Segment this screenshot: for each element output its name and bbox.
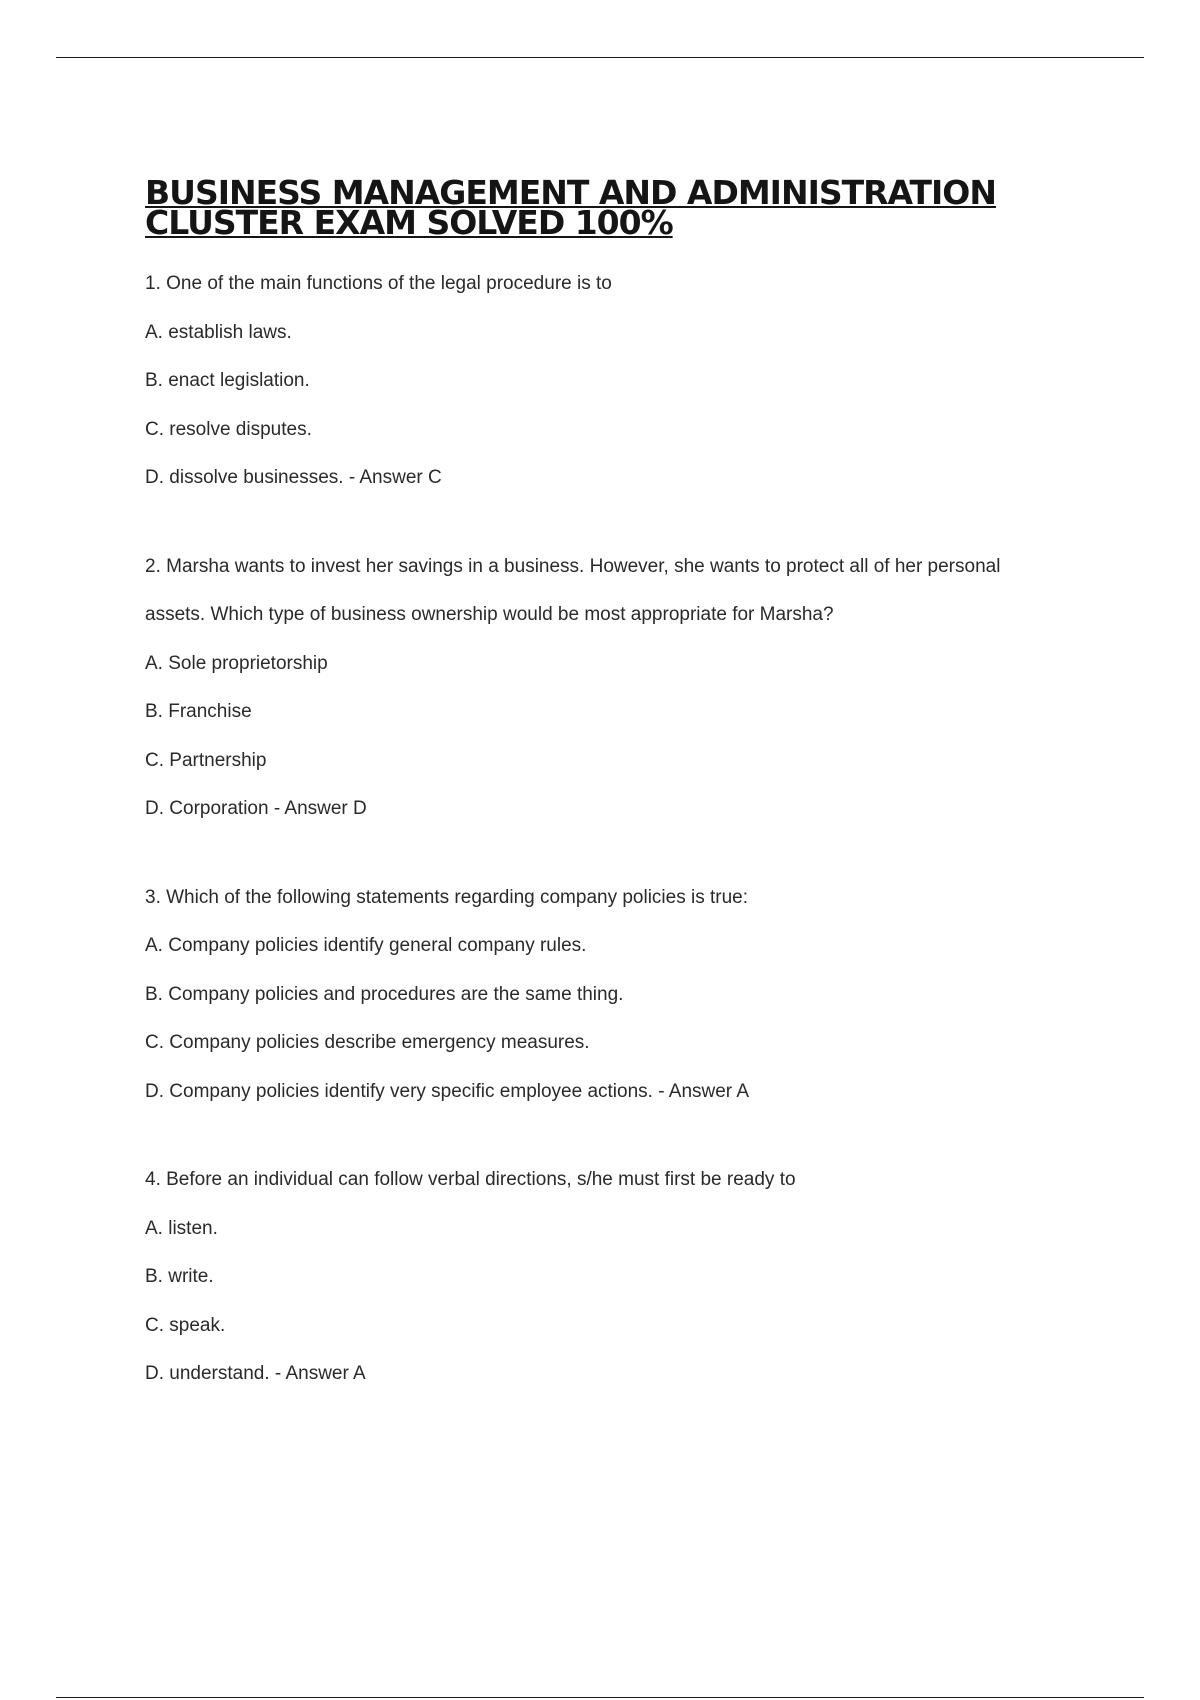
answer-option: B. Company policies and procedures are the same thing.: [145, 983, 624, 1005]
title-line-1: BUSINESS MANAGEMENT AND ADMINISTRATION: [145, 173, 996, 212]
header-rule: [56, 57, 1144, 58]
question-stem: 3. Which of the following statements regarding company policies is true:: [145, 886, 749, 908]
answer-option: A. Sole proprietorship: [145, 652, 328, 674]
answer-option: D. dissolve businesses. - Answer C: [145, 467, 442, 488]
answer-option: B. Franchise: [145, 701, 252, 722]
answer-option: B. enact legislation.: [145, 370, 310, 391]
answer-option: A. establish laws.: [145, 321, 292, 343]
question-stem: 1. One of the main functions of the legal procedure is to: [145, 273, 612, 294]
question-stem: assets. Which type of business ownership would be most appropriate for Marsha?: [145, 604, 834, 625]
answer-option: A. Company policies identify general company rules.: [145, 935, 587, 956]
answer-option: C. speak.: [145, 1314, 226, 1336]
document-title: [145, 173, 1075, 242]
document-body: [145, 173, 1075, 1439]
title-line-2: CLUSTER EXAM SOLVED 100%: [145, 203, 673, 242]
question-1: [145, 260, 1075, 503]
footer-rule: [56, 1697, 1144, 1698]
question-list: [145, 260, 1075, 1399]
answer-option: A. listen.: [145, 1217, 218, 1239]
answer-option: C. Partnership: [145, 749, 267, 771]
answer-option: D. Company policies identify very specific employee actions. - Answer A: [145, 1080, 750, 1102]
answer-option: B. write.: [145, 1266, 214, 1287]
question-stem: 4. Before an individual can follow verbal directions, s/he must first be ready to: [145, 1169, 796, 1190]
question-2: [145, 543, 1075, 834]
answer-option: C. Company policies describe emergency measures.: [145, 1032, 590, 1053]
answer-option: C. resolve disputes.: [145, 418, 312, 440]
answer-option: D. understand. - Answer A: [145, 1363, 366, 1384]
answer-option: D. Corporation - Answer D: [145, 798, 367, 819]
question-stem: 2. Marsha wants to invest her savings in a business. However, she wants to protect all of her personal: [145, 555, 1001, 577]
question-4: [145, 1156, 1075, 1399]
question-3: [145, 874, 1075, 1117]
